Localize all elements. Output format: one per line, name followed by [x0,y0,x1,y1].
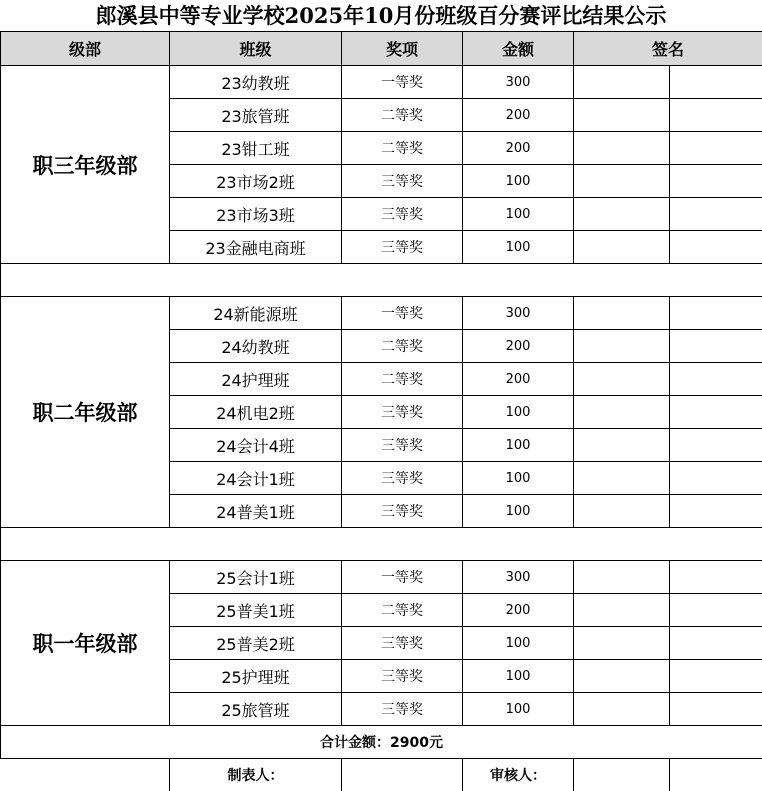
class-cell: 23幼教班 [170,66,342,99]
sign-cell-2[interactable] [670,363,762,396]
award-cell: 二等奖 [342,594,463,627]
sign-cell[interactable] [574,231,670,264]
amount-cell: 100 [463,165,574,198]
table-row [1,561,762,594]
amount-cell: 100 [463,660,574,693]
amount-cell: 100 [463,429,574,462]
sign-cell[interactable] [574,132,670,165]
class-cell: 23钳工班 [170,132,342,165]
footer-blank [1,759,170,791]
sign-cell[interactable] [574,198,670,231]
amount-cell: 300 [463,297,574,330]
award-cell: 三等奖 [342,429,463,462]
spacer-row [1,528,762,561]
sign-cell[interactable] [574,363,670,396]
award-cell: 三等奖 [342,660,463,693]
reviewer-sign[interactable] [574,759,670,791]
award-cell: 二等奖 [342,363,463,396]
sign-cell-2[interactable] [670,693,762,726]
dept-cell: 职一年级部 [1,561,170,726]
sign-cell-2[interactable] [670,198,762,231]
amount-cell: 100 [463,462,574,495]
header-sign: 签名 [574,32,762,66]
table-row [1,297,762,330]
dept-cell: 职二年级部 [1,297,170,528]
amount-cell: 100 [463,231,574,264]
sign-cell[interactable] [574,627,670,660]
sign-cell[interactable] [574,429,670,462]
spacer-row [1,264,762,297]
amount-cell: 100 [463,627,574,660]
award-table [0,31,762,791]
class-cell: 25旅管班 [170,693,342,726]
award-cell: 三等奖 [342,396,463,429]
dept-cell: 职三年级部 [1,66,170,264]
sign-cell[interactable] [574,396,670,429]
award-cell: 一等奖 [342,561,463,594]
award-cell: 三等奖 [342,462,463,495]
award-cell: 二等奖 [342,330,463,363]
sign-cell-2[interactable] [670,594,762,627]
award-cell: 三等奖 [342,693,463,726]
class-cell: 24护理班 [170,363,342,396]
spacer-cell [1,264,762,297]
sign-cell[interactable] [574,66,670,99]
sign-cell-2[interactable] [670,231,762,264]
sign-cell[interactable] [574,561,670,594]
sign-cell-2[interactable] [670,330,762,363]
award-cell: 三等奖 [342,627,463,660]
sign-cell[interactable] [574,495,670,528]
sign-cell-2[interactable] [670,66,762,99]
sign-cell-2[interactable] [670,297,762,330]
header-row [1,32,762,66]
sign-cell[interactable] [574,693,670,726]
amount-cell: 300 [463,66,574,99]
award-cell: 一等奖 [342,297,463,330]
sign-cell-2[interactable] [670,165,762,198]
spacer-cell [1,528,762,561]
reviewer-label: 审核人： [463,759,574,791]
class-cell: 24会计1班 [170,462,342,495]
class-cell: 24会计4班 [170,429,342,462]
amount-cell: 100 [463,693,574,726]
total-amount: 合计金额：2900元 [1,726,762,759]
award-cell: 一等奖 [342,66,463,99]
class-cell: 24新能源班 [170,297,342,330]
class-cell: 24普美1班 [170,495,342,528]
sign-cell[interactable] [574,462,670,495]
class-cell: 24幼教班 [170,330,342,363]
class-cell: 23市场3班 [170,198,342,231]
page-title: 郎溪县中等专业学校2025年10月份班级百分赛评比结果公示 [95,3,667,28]
footer-row [1,759,762,791]
award-cell: 二等奖 [342,132,463,165]
amount-cell: 100 [463,495,574,528]
award-cell: 三等奖 [342,495,463,528]
sign-cell-2[interactable] [670,495,762,528]
total-row [1,726,762,759]
sign-cell-2[interactable] [670,561,762,594]
sign-cell[interactable] [574,594,670,627]
class-cell: 23旅管班 [170,99,342,132]
amount-cell: 100 [463,198,574,231]
header-amount: 金额 [463,32,574,66]
class-cell: 25护理班 [170,660,342,693]
amount-cell: 200 [463,594,574,627]
amount-cell: 200 [463,132,574,165]
amount-cell: 200 [463,330,574,363]
class-cell: 25普美1班 [170,594,342,627]
header-dept: 级部 [1,32,170,66]
table-row [1,66,762,99]
sign-cell-2[interactable] [670,99,762,132]
amount-cell: 100 [463,396,574,429]
sign-cell-2[interactable] [670,462,762,495]
sign-cell[interactable] [574,660,670,693]
header-class: 班级 [170,32,342,66]
class-cell: 23市场2班 [170,165,342,198]
sign-cell[interactable] [574,330,670,363]
sign-cell[interactable] [574,165,670,198]
amount-cell: 200 [463,363,574,396]
sign-cell[interactable] [574,99,670,132]
amount-cell: 300 [463,561,574,594]
sign-cell-2[interactable] [670,660,762,693]
award-cell: 三等奖 [342,198,463,231]
award-cell: 二等奖 [342,99,463,132]
header-award: 奖项 [342,32,463,66]
preparer-sign[interactable] [342,759,463,791]
preparer-label: 制表人： [170,759,342,791]
sign-cell[interactable] [574,297,670,330]
class-cell: 25会计1班 [170,561,342,594]
award-cell: 三等奖 [342,231,463,264]
footer-blank-2 [670,759,762,791]
sign-cell-2[interactable] [670,429,762,462]
class-cell: 23金融电商班 [170,231,342,264]
class-cell: 24机电2班 [170,396,342,429]
amount-cell: 200 [463,99,574,132]
sign-cell-2[interactable] [670,396,762,429]
sign-cell-2[interactable] [670,627,762,660]
award-cell: 三等奖 [342,165,463,198]
sign-cell-2[interactable] [670,132,762,165]
class-cell: 25普美2班 [170,627,342,660]
